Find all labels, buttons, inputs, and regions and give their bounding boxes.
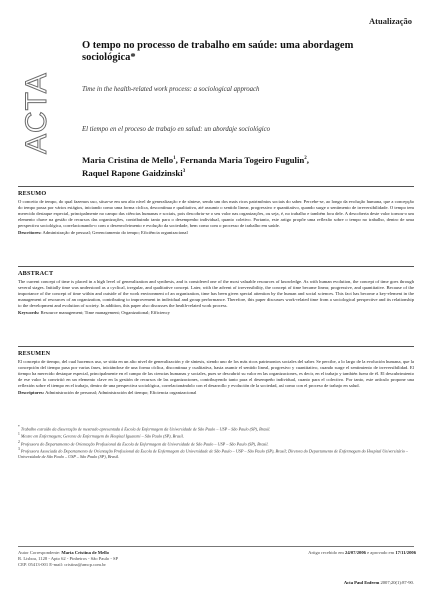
keywords-label: Descritores: — [18, 230, 42, 235]
footnote-mark: * — [18, 425, 20, 429]
correspondence-contact: CEP. 05413-001 E-mail: cristina@amcp.com.br — [18, 562, 106, 567]
abstract-heading: ABSTRACT — [18, 270, 54, 277]
footnote-mark: 1 — [18, 432, 20, 437]
received-label: Artigo recebido em — [308, 550, 344, 555]
footnote — [18, 432, 414, 439]
footnote-text: Mestre em Enfermagem; Gerente de Enfermagem do Hospital Iguatemi – São Paulo (SP), Brasil. — [20, 433, 184, 439]
author-name: Maria Cristina de Mello — [82, 154, 174, 165]
author-affiliation-mark: 2 — [304, 156, 307, 161]
section-divider — [18, 266, 414, 267]
footnote — [18, 447, 414, 459]
resumo-text: O conceito de tempo, do qual fazemos uso, situa-se em um alto nível de generalização e de síntese, sendo um dos mais ricos patrimônios sociais do saber. Percebe-se, ao longo da evolução humana, que a concepção do tempo passa por vários estágios, iniciando como uma forma cíclica, descontínua e qualitativa, até assumir o sentido linear, progressivo e quantitativo, quando surge o sentimento de irreversibilidade. O tempo tem merecido destaque especial, principalmente no campo das ciências humanas e sociais, pois descobriu-se o seu valor nas organizações, ou seja, é, no trabalho e também fora dele. A descoberta deste valor tornou-o um elemento chave na gestão de recursos das organizações, contribuindo tanto para o desempenho individual, quanto coletivo. Portanto, este artigo propõe uma reflexão sobre o tempo no trabalho, dentro de uma perspectiva sociológica, correlacionando-o com o desenvolvimento e evolução da sociedade, bem como com o processo de trabalho em saúde. — [18, 199, 414, 228]
footer-divider — [18, 546, 414, 547]
footnote — [18, 425, 414, 432]
acta-logo — [16, 58, 56, 156]
article-title-spanish: El tiempo en el proceso de trabajo en salud: un abordaje sociológico — [82, 126, 271, 133]
correspondence-name: Maria Cristina de Mello — [61, 550, 109, 555]
correspondence-address: R. Lisboa, 1128 - Apto 62 - Pinheiros - São Paulo - SP — [18, 556, 119, 561]
resumen-heading: RESUMEN — [18, 350, 51, 357]
footnote-mark: 3 — [18, 447, 20, 452]
footnote-mark: 2 — [18, 439, 20, 444]
resumo-keywords — [18, 230, 414, 236]
keywords-value: Resource management; Time management; Organizational; Efficiency — [40, 310, 170, 315]
journal-reference: 2007;20(1):87-90. — [380, 580, 414, 585]
keywords-label: Keywords: — [18, 310, 40, 315]
abstract-keywords — [18, 310, 414, 316]
footnote-text: Professora do Departamento de Orientação Profissional da Escola de Enfermagem da Universidade de São Paulo – USP – São Paulo (SP), Brasil. — [20, 441, 269, 447]
author-affiliation-mark: 3 — [182, 168, 186, 174]
section-divider — [18, 186, 414, 187]
article-title: O tempo no processo de trabalho em saúde: uma abordagem sociológica* — [82, 40, 354, 63]
journal-name: Acta Paul Enferm — [343, 580, 380, 585]
section-divider — [18, 346, 414, 347]
abstract-section — [18, 266, 414, 316]
article-title-english: Time in the health-related work process: a sociological approach — [82, 86, 260, 93]
author-separator: , — [175, 154, 181, 165]
acta-logo-text: ACTA — [20, 72, 53, 154]
correspondence-label: Autor Correspondente: — [18, 550, 61, 555]
resumen-section — [18, 346, 414, 396]
correspondence-block — [18, 550, 238, 568]
abstract-text: The current concept of time is placed in a high level of generalization and synthesis, and is considered one of the most valuable resources of knowledge. As with human evolution, the concept of time goes through several stages. Initially time was understood as a cyclical, irregular, and qualitative concept. Later, with the advent of irreversibility, the concept of time became linear, progressive, and quantitative. Because of the importance of the concept of time within and outside of the work environment of an organization, time has been given special attention by the human and social sciences. This fact has become a key-element in the management of resources of an organization, contributing to improvement in individual and group performance. Therefore, this paper discusses work-related time from a sociological perspective and its relationship to the development and evolution of society. In addition, this paper also discusses the health-related work process. — [18, 279, 414, 308]
approved-date: 17/11/2006 — [395, 550, 416, 555]
keywords-value: Administración de personal; Administración del tiempo; Eficiencia organizacional — [45, 390, 197, 395]
resumo-section — [18, 186, 414, 236]
footnote-text: Trabalho extraído da dissertação de mestrado apresentada à Escola de Enfermagem da Universidade de São Paulo – USP – São Paulo (SP), Brasil. — [20, 426, 271, 432]
resumen-keywords — [18, 390, 414, 396]
footnotes — [18, 425, 414, 460]
approved-label: e aprovado em — [367, 550, 395, 555]
keywords-label: Descriptores: — [18, 390, 45, 395]
received-date: 24/07/2006 — [345, 550, 366, 555]
author-affiliation-mark: 1 — [173, 156, 176, 161]
section-label: Atualização — [369, 16, 412, 26]
resumo-heading: RESUMO — [18, 190, 47, 197]
author-name: Fernanda Maria Togeiro Fugulin — [180, 154, 305, 165]
author-list — [82, 153, 412, 179]
author-name: Raquel Rapone Gaidzinski — [82, 167, 183, 178]
journal-citation — [344, 580, 414, 585]
footnote — [18, 440, 414, 447]
author-separator: , — [306, 154, 309, 165]
resumen-text: El concepto de tiempo, del cual hacemos uso, se sitúa en un alto nivel de generalización y de síntesis, siendo uno de los más ricos patrimonios sociales del saber. Se percibe, a lo largo de la evolución humana, que la concepción del tiempo pasa por varias fases, iniciándose de una forma cíclica, discontinua y cualitativa, hasta asumir el sentido lineal, progresivo y cuantitativo, cuando surge el sentimiento de irreversibilidad. El tiempo ha merecido destaque especial, principalmente en el campo de las ciencias humanas y sociales, pues se descubrió su valor en las organizaciones, es decir, en el trabajo y también fuera de él. El descubrimiento de ese valor lo convirtió en un elemento clave en la gestión de recursos de las organizaciones, contribuyendo tanto para el desempeño individual, cuanto para el colectivo. Por tanto, este artículo propone una reflexión sobre el tiempo en el trabajo, dentro de una perspectiva sociológica, correlacionándolo con el desarrollo y evolución de la sociedad, así como con el proceso de trabajo en salud. — [18, 359, 414, 388]
keywords-value: Administração de pessoal; Gerenciamento do tempo; Eficiência organizacional — [42, 230, 188, 235]
footnote-text: Professora Associada do Departamento de Orientação Profissional da Escola de Enfermagem da Universidade de São Paulo – USP – São Paulo (SP), Brasil; Diretora do Departamento de Enfermagem do Hospital Universitário – Universidade de São Paulo – USP – São Paulo (SP), Brasil. — [18, 448, 408, 459]
article-dates — [282, 550, 416, 556]
